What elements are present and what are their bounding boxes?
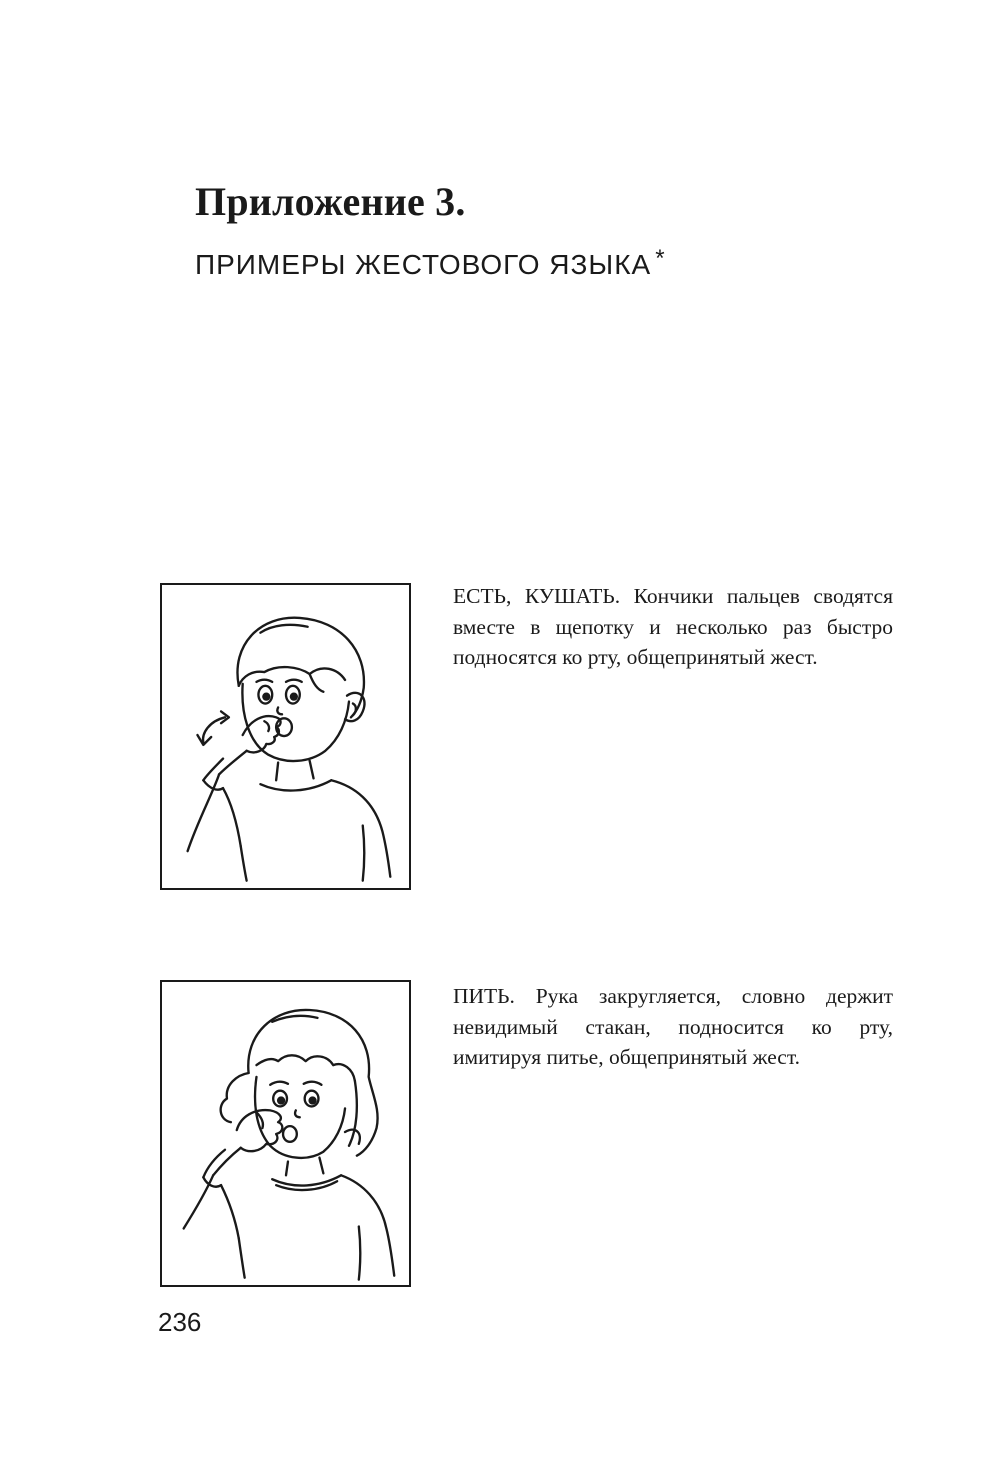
footnote-mark: * [655, 245, 666, 272]
drink-gesture-drawing [162, 982, 409, 1285]
page-number: 236 [158, 1307, 202, 1337]
eat-gesture-drawing [162, 585, 409, 888]
caption-drink: ПИТЬ. Рука закругляется, словно держит невидимый стакан, подносится ко рту, имитируя питье, общепринятый жест. [453, 984, 893, 1069]
caption-eat: ЕСТЬ, КУШАТЬ. Кончики пальцев сводятся вместе в щепотку и несколько раз быстро подносятся ко рту, общепринятый жест. [453, 584, 893, 669]
illustration-eat [160, 583, 411, 890]
appendix-subtitle [195, 242, 666, 282]
illustration-drink [160, 980, 411, 1287]
appendix-title: Приложение 3. [195, 179, 466, 224]
appendix-subtitle-text: ПРИМЕРЫ ЖЕСТОВОГО ЯЗЫКА [195, 249, 652, 280]
